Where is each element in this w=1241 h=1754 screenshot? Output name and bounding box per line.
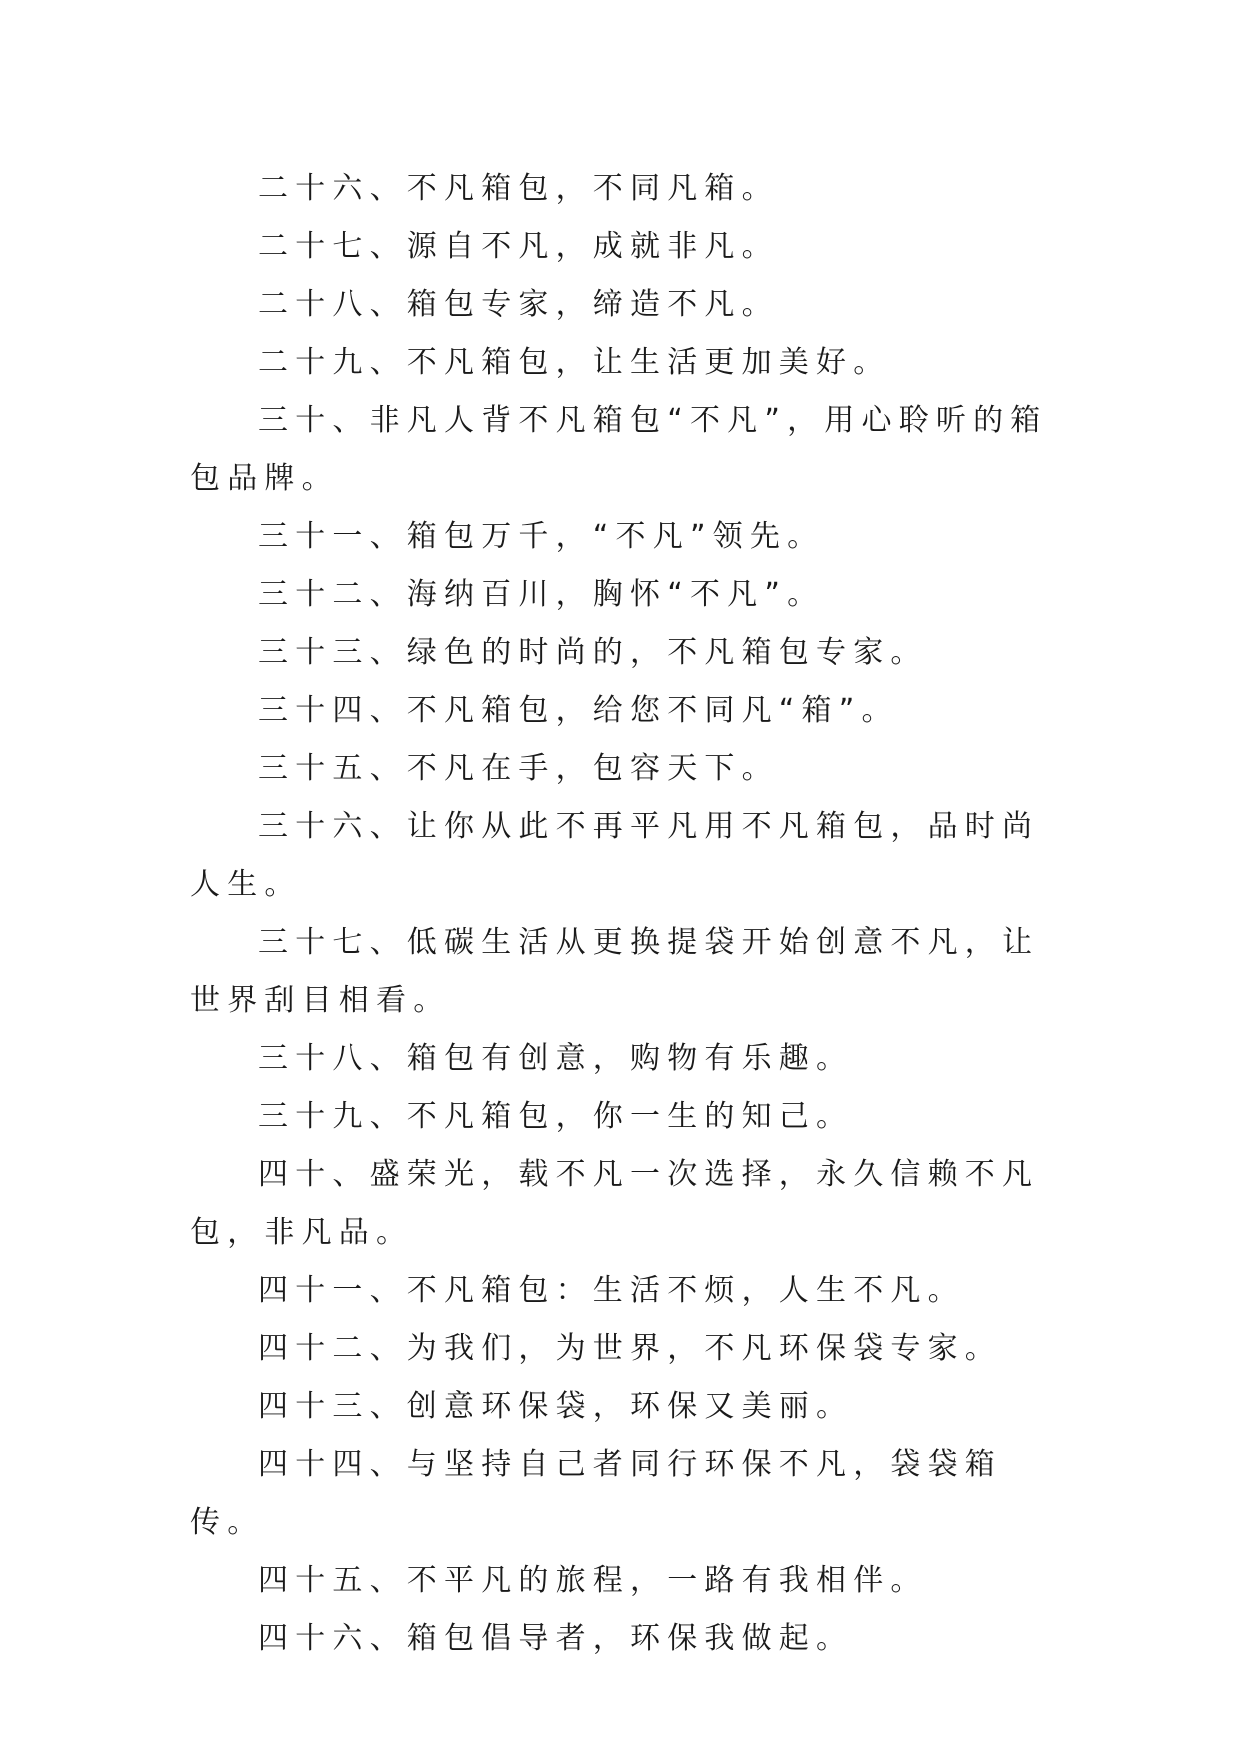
paragraph: 三十三、绿色的时尚的，不凡箱包专家。 — [258, 635, 928, 670]
paragraph: 三十、非凡人背不凡箱包“不凡”，用心聆听的箱包品牌。 — [190, 403, 1048, 496]
paragraph: 三十八、箱包有创意，购物有乐趣。 — [258, 1041, 854, 1076]
paragraph: 四十、盛荣光，载不凡一次选择，永久信赖不凡包，非凡品。 — [190, 1157, 1040, 1250]
paragraph: 三十五、不凡在手，包容天下。 — [258, 751, 779, 786]
document-body — [190, 160, 1050, 1668]
paragraph: 四十二、为我们，为世界，不凡环保袋专家。 — [258, 1331, 1002, 1366]
paragraph: 四十六、箱包倡导者，环保我做起。 — [258, 1621, 854, 1656]
paragraph: 四十四、与坚持自己者同行环保不凡，袋袋箱传。 — [190, 1447, 1002, 1540]
paragraph: 二十六、不凡箱包，不同凡箱。 — [258, 171, 779, 206]
paragraph: 二十八、箱包专家，缔造不凡。 — [258, 287, 779, 322]
paragraph: 三十七、低碳生活从更换提袋开始创意不凡，让世界刮目相看。 — [190, 925, 1040, 1018]
paragraph: 四十五、不平凡的旅程，一路有我相伴。 — [258, 1563, 928, 1598]
paragraph: 二十九、不凡箱包，让生活更加美好。 — [258, 345, 891, 380]
paragraph: 四十三、创意环保袋，环保又美丽。 — [258, 1389, 854, 1424]
paragraph: 二十七、源自不凡，成就非凡。 — [258, 229, 779, 264]
paragraph: 四十一、不凡箱包：生活不烦，人生不凡。 — [258, 1273, 965, 1308]
paragraph: 三十六、让你从此不再平凡用不凡箱包，品时尚人生。 — [190, 809, 1040, 902]
paragraph: 三十一、箱包万千，“不凡”领先。 — [258, 519, 825, 554]
paragraph: 三十九、不凡箱包，你一生的知己。 — [258, 1099, 854, 1134]
paragraph: 三十四、不凡箱包，给您不同凡“箱”。 — [258, 693, 899, 728]
paragraph: 三十二、海纳百川，胸怀“不凡”。 — [258, 577, 825, 612]
